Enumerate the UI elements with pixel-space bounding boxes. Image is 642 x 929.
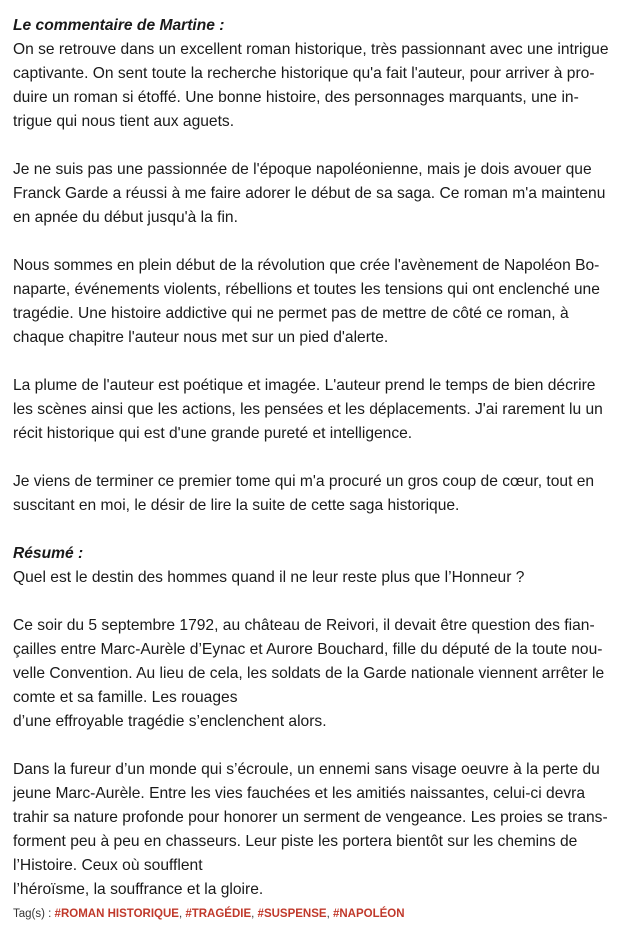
summary-paragraph [13, 758, 635, 902]
text-line: Je viens de terminer ce premier tome qui m'a procuré un gros coup de cœur, tout en [13, 473, 595, 490]
text-line: forment peu à peu en chasseurs. Leur piste les portera bientôt sur les chemins de [13, 833, 578, 850]
text-line: duire un roman si étoffé. Une bonne histoire, des personnages marquants, une in- [13, 89, 579, 106]
text-line: Ce soir du 5 septembre 1792, au château de Reivori, il devait être question des fian- [13, 617, 595, 634]
tag-separator: , [251, 908, 258, 920]
tag-list [55, 908, 405, 920]
text-line: comte et sa famille. Les rouages [13, 689, 238, 706]
text-line: naparte, événements violents, rébellions et toutes les tensions qui ont enclenché une [13, 281, 600, 298]
summary-section [13, 566, 635, 902]
text-line: Franck Garde a réussi à me faire adorer le début de sa saga. Ce roman m'a maintenu [13, 185, 606, 202]
text-line: Quel est le destin des hommes quand il ne leur reste plus que l’Honneur ? [13, 569, 525, 586]
tag-separator: , [178, 908, 186, 920]
commentary-paragraph [13, 158, 635, 230]
summary-paragraph [13, 566, 635, 590]
text-line: l’Histoire. Ceux où soufflent [13, 857, 203, 874]
summary-paragraph [13, 614, 635, 734]
commentary-paragraph [13, 38, 635, 134]
tags-label: Tag(s) : [13, 908, 52, 920]
text-line: captivante. On sent toute la recherche historique qu'a fait l'auteur, pour arriver à pro- [13, 65, 595, 82]
tags-bar [13, 906, 405, 922]
summary-heading: Résumé : [13, 545, 84, 562]
tag-link[interactable]: #TRAGÉDIE [185, 908, 252, 920]
tag-link[interactable]: #NAPOLÉON [332, 908, 405, 920]
commentary-paragraph [13, 470, 635, 518]
commentary-section [13, 38, 635, 518]
text-line: récit historique qui est d'une grande pureté et intelligence. [13, 425, 413, 442]
text-line: jeune Marc-Aurèle. Entre les vies fauchées et les amitiés naissantes, celui-ci devra [13, 785, 586, 802]
text-line: Dans la fureur d’un monde qui s’écroule, un ennemi sans visage oeuvre à la perte du [13, 761, 600, 778]
text-line: chaque chapitre l'auteur nous met sur un pied d'alerte. [13, 329, 389, 346]
text-line: trahir sa nature profonde pour honorer un serment de vengeance. Les proies se trans- [13, 809, 608, 826]
text-line: Je ne suis pas une passionnée de l'époque napoléonienne, mais je dois avouer que [13, 161, 592, 178]
tag-link[interactable]: #SUSPENSE [257, 908, 327, 920]
commentary-heading: Le commentaire de Martine : [13, 17, 225, 34]
text-line: tragédie. Une histoire addictive qui ne permet pas de mettre de côté ce roman, à [13, 305, 569, 322]
text-line: On se retrouve dans un excellent roman historique, très passionnant avec une intrigue [13, 41, 609, 58]
tag-separator: , [326, 908, 333, 920]
commentary-paragraph [13, 254, 635, 350]
text-line: les scènes ainsi que les actions, les pensées et les déplacements. J'ai rarement lu un [13, 401, 603, 418]
text-line: en apnée du début jusqu'à la fin. [13, 209, 238, 226]
text-line: velle Convention. Au lieu de cela, les soldats de la Garde nationale viennent arrêter le [13, 665, 605, 682]
text-line: çailles entre Marc-Aurèle d’Eynac et Aurore Bouchard, fille du député de la toute nou- [13, 641, 603, 658]
text-line: l’héroïsme, la souffrance et la gloire. [13, 881, 264, 898]
text-line: Nous sommes en plein début de la révolution que crée l'avènement de Napoléon Bo- [13, 257, 600, 274]
text-line: trigue qui nous tient aux aguets. [13, 113, 235, 130]
tag-link[interactable]: #ROMAN HISTORIQUE [54, 908, 179, 920]
commentary-paragraph [13, 374, 635, 446]
article-body [13, 14, 635, 926]
text-line: La plume de l'auteur est poétique et imagée. L'auteur prend le temps de bien décrire [13, 377, 596, 394]
text-line: suscitant en moi, le désir de lire la suite de cette saga historique. [13, 497, 460, 514]
text-line: d’une effroyable tragédie s’enclenchent alors. [13, 713, 327, 730]
